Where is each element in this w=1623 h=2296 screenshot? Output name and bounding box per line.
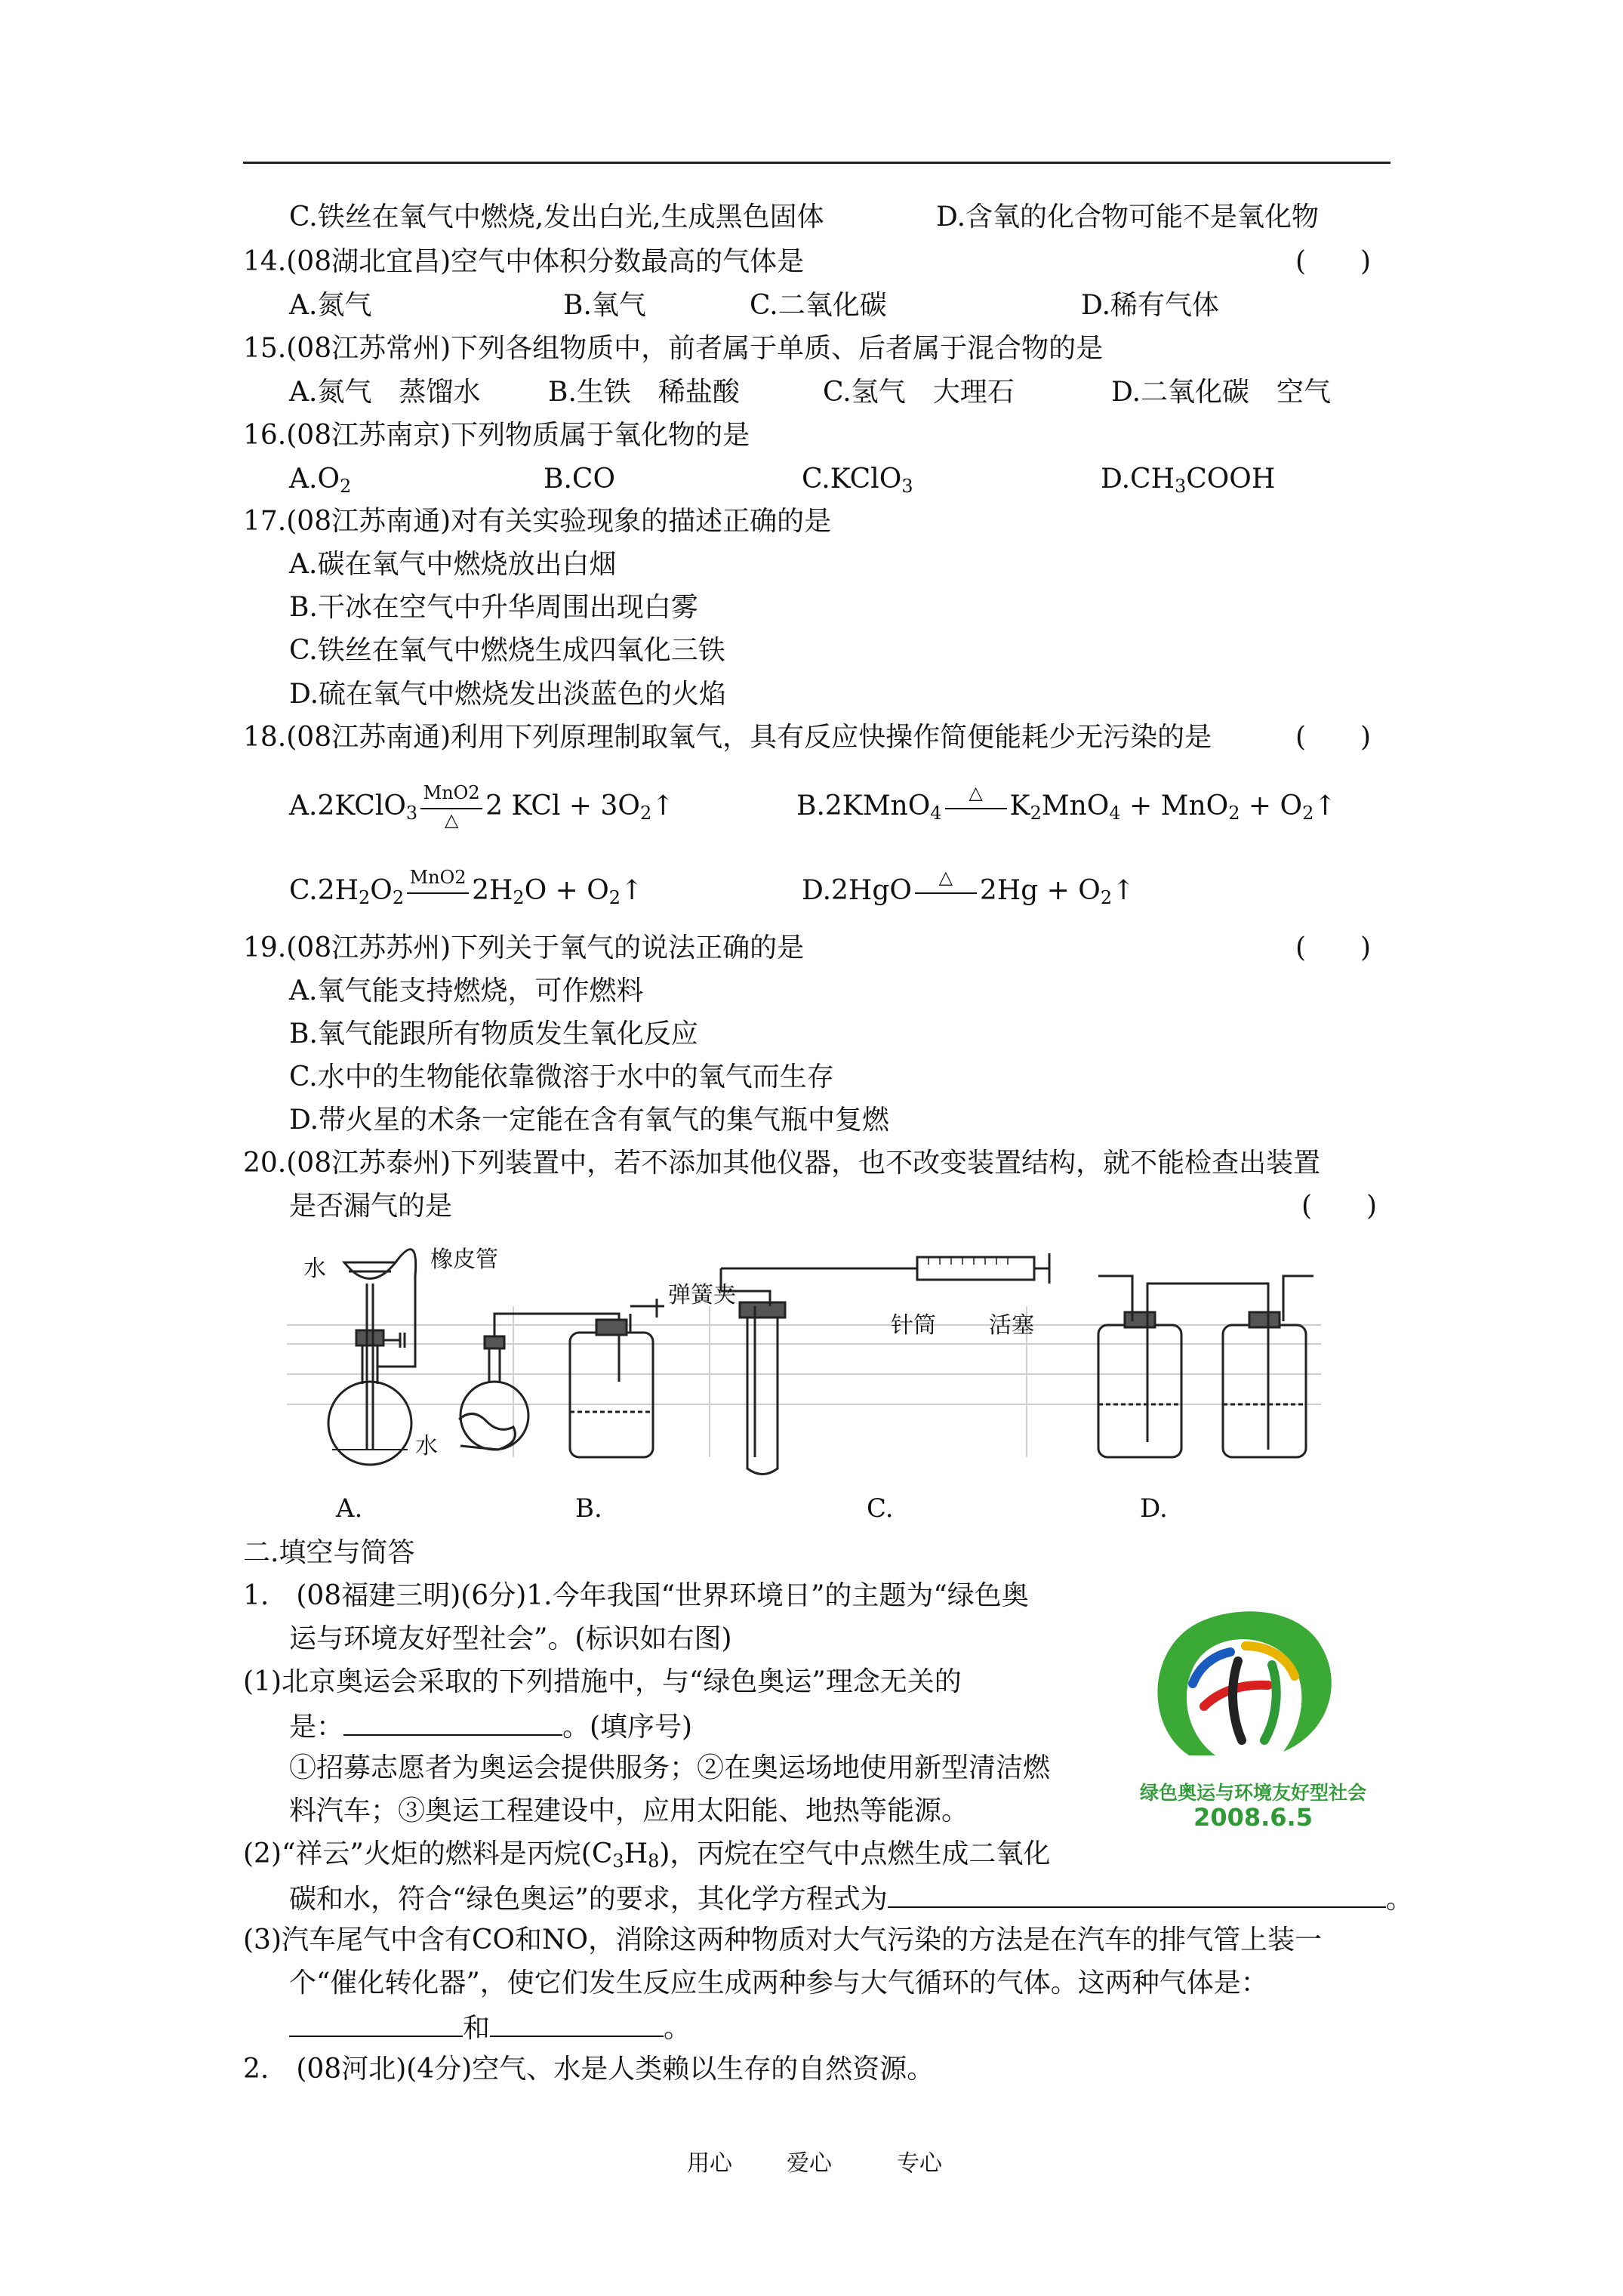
q14-option-d: D.稀有气体 (1081, 290, 1220, 321)
q18-paren: ( ) (1295, 722, 1372, 753)
s2-p2-line2: 碳和水，符合“绿色奥运”的要求，其化学方程式为 。 (289, 1879, 1413, 1918)
q15-option-c: C.氢气 大理石 (823, 377, 1015, 408)
q17-option-a: A.碳在氧气中燃烧放出白烟 (289, 549, 617, 580)
q15-option-a: A.氮气 蒸馏水 (289, 377, 481, 408)
apparatus-d (1098, 1276, 1313, 1457)
q15-option-d: D.二氧化碳 空气 (1111, 377, 1332, 408)
q20-option-d: D. (1140, 1493, 1168, 1524)
reaction-condition: MnO2 △ (417, 788, 485, 824)
label-rubber-tube: 橡皮管 (430, 1247, 498, 1273)
s2-p1-line3: ①招募志愿者为奥运会提供服务；②在奥运场地使用新型清洁燃 (289, 1752, 1051, 1783)
q15-option-b: B.生铁 稀盐酸 (548, 377, 740, 408)
q18-option-d: D.2HgO △ $2Hg + O_2↑$ (802, 867, 1135, 908)
logo-emblem-icon (1117, 1593, 1389, 1774)
header-rule (243, 162, 1390, 164)
footer-item: 爱心 (787, 2150, 832, 2177)
q19-paren: ( ) (1295, 932, 1372, 963)
s2-p2-line1: (2)“祥云”火炬的燃料是丙烷$(C_3H_8)$，丙烷在空气中点燃生成二氧化 (243, 1838, 1051, 1872)
q14-option-a: A.氮气 (289, 290, 372, 321)
q19-option-d: D.带火星的术条一定能在含有氧气的集气瓶中复燃 (289, 1105, 890, 1136)
s2-q1-line1: 1. (08福建三明)(6分)1.今年我国“世界环境日”的主题为“绿色奥 (243, 1580, 1029, 1611)
s2-q1-line2: 运与环境友好型社会”。(标识如右图) (289, 1623, 732, 1654)
label-piston: 活塞 (989, 1312, 1034, 1339)
q15-stem: 15.(08江苏常州)下列各组物质中，前者属于单质、后者属于混合物的是 (243, 333, 1104, 364)
q16-option-c: C.KClO$_3$ (802, 464, 913, 497)
q16-option-d: $D.CH_3COOH$ (1101, 464, 1276, 497)
label-water-bottom: 水 (415, 1433, 438, 1459)
footer-item: 专心 (897, 2150, 942, 2177)
q17-option-c: C.铁丝在氧气中燃烧生成四氧化三铁 (289, 635, 725, 666)
s2-p3-line1: (3)汽车尾气中含有CO和NO，消除这两种物质对大气污染的方法是在汽车的排气管上装一 (243, 1925, 1323, 1955)
s2-p1-line2: 是： 。(填序号) (289, 1707, 692, 1746)
apparatus-c (721, 1253, 1049, 1475)
q18-option-b: B.2KMnO$_4$ △ $K_2MnO_4 + MnO_2$ + $O_2↑$ (796, 782, 1337, 824)
apparatus-figure (287, 1231, 1329, 1480)
q18-option-a: A.2KClO$_3$ MnO2 △ 2 KCl + $3O_2↑$ (289, 782, 675, 831)
s2-p3-line3: 和 。 (289, 2008, 691, 2047)
q20-paren: ( ) (1301, 1191, 1378, 1222)
answer-blank[interactable] (888, 1879, 1386, 1908)
q13-option-c: C.铁丝在氧气中燃烧,发出白光,生成黑色固体 (289, 202, 824, 233)
q17-option-b: B.干冰在空气中升华周围出现白雾 (289, 592, 698, 623)
q20-option-a: A. (336, 1493, 363, 1524)
reaction-condition: MnO2 (404, 873, 472, 909)
s2-p1-line4: 料汽车；③奥运工程建设中，应用太阳能、地热等能源。 (289, 1795, 969, 1826)
label-water-top: 水 (303, 1256, 326, 1282)
q14-option-b: B.氧气 (563, 290, 646, 321)
reaction-condition: △ (942, 788, 1010, 824)
q19-stem: 19.(08江苏苏州)下列关于氧气的说法正确的是 (243, 932, 805, 963)
apparatus-b (459, 1299, 664, 1457)
q20-option-b: B. (575, 1493, 602, 1524)
q14-option-c: C.二氧化碳 (750, 290, 887, 321)
answer-blank[interactable] (343, 1707, 562, 1736)
q14-paren: ( ) (1295, 246, 1372, 277)
q18-stem: 18.(08江苏南通)利用下列原理制取氧气，具有反应快操作简便能耗少无污染的是 (243, 722, 1212, 753)
green-olympics-logo (1117, 1593, 1389, 1835)
footer-item: 用心 (687, 2150, 732, 2177)
reaction-condition: △ (912, 873, 980, 909)
q19-option-c: C.水中的生物能依靠微溶于水中的氧气而生存 (289, 1062, 834, 1093)
answer-blank[interactable] (490, 2008, 664, 2037)
q19-option-b: B.氧气能跟所有物质发生氧化反应 (289, 1019, 698, 1049)
logo-text: 绿色奥运与环境友好型社会 (1139, 1782, 1366, 1804)
q18-option-c: $C.2H_2O_2$ MnO2 $2H_2O$ + $O_2↑$ (289, 867, 644, 908)
q20-stem-line2: 是否漏气的是 (289, 1191, 453, 1222)
q20-stem-line1: 20.(08江苏泰州)下列装置中，若不添加其他仪器，也不改变装置结构，就不能检查出装置 (243, 1148, 1321, 1179)
label-syringe: 针筒 (891, 1312, 936, 1339)
s2-p1-line1: (1)北京奥运会采取的下列措施中，与“绿色奥运”理念无关的 (243, 1666, 962, 1697)
apparatus-a (328, 1250, 416, 1465)
logo-date: 2008.6.5 (1193, 1803, 1313, 1832)
s2-q2: 2. (08河北)(4分)空气、水是人类赖以生存的自然资源。 (243, 2054, 935, 2085)
section-title: 二.填空与简答 (243, 1537, 415, 1568)
label-spring-clip: 弹簧夹 (668, 1282, 736, 1308)
q14-stem: 14.(08湖北宜昌)空气中体积分数最高的气体是 (243, 246, 805, 277)
answer-blank[interactable] (289, 2008, 463, 2037)
q17-stem: 17.(08江苏南通)对有关实验现象的描述正确的是 (243, 506, 832, 537)
q16-option-b: B.CO (544, 464, 615, 495)
q20-option-c: C. (867, 1493, 894, 1524)
q13-option-d: D.含氧的化合物可能不是氧化物 (936, 202, 1320, 233)
q19-option-a: A.氧气能支持燃烧，可作燃料 (289, 975, 644, 1006)
q16-stem: 16.(08江苏南京)下列物质属于氧化物的是 (243, 420, 750, 451)
q17-option-d: D.硫在氧气中燃烧发出淡蓝色的火焰 (289, 679, 727, 710)
s2-p3-line2: 个“催化转化器”，使它们发生反应生成两种参与大气循环的气体。这两种气体是： (289, 1968, 1268, 1999)
q16-option-a: $A.O_2$ (289, 464, 352, 497)
